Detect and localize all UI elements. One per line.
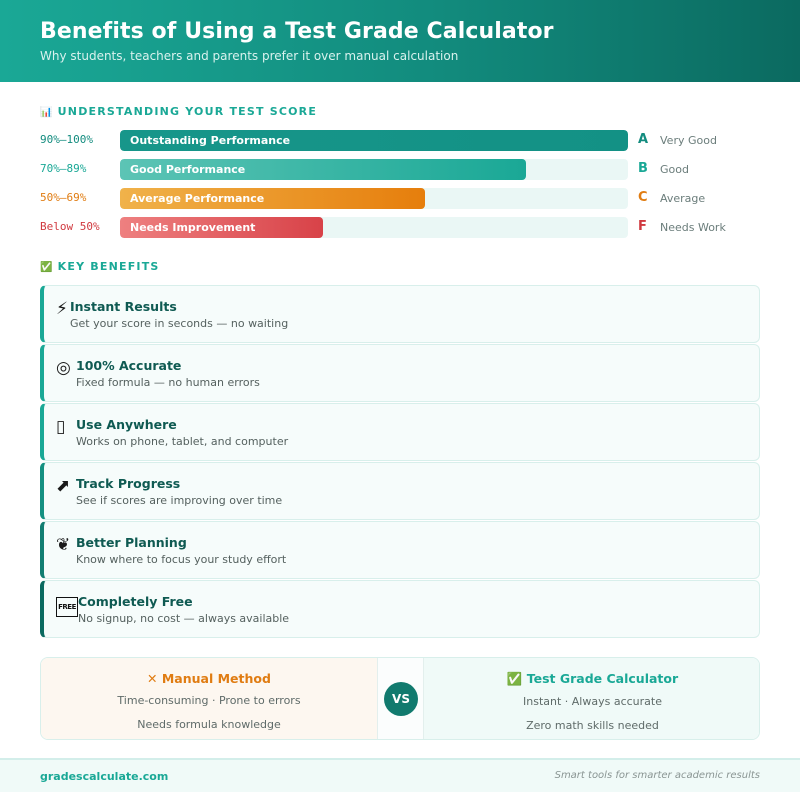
benefit-title: Use Anywhere	[76, 417, 177, 432]
mobile-phone-icon: ▯	[56, 417, 66, 437]
benefit-description: Get your score in seconds — no waiting	[70, 317, 289, 330]
grade-range: 70%–89%	[40, 162, 87, 175]
grade-bar-fill	[120, 159, 526, 180]
header-banner	[0, 0, 800, 82]
grade-bar-label: Good Performance	[130, 163, 246, 176]
benefit-title: 100% Accurate	[76, 358, 182, 373]
bar-chart-icon: 📊	[40, 107, 54, 118]
benefit-title: Better Planning	[76, 535, 187, 550]
grade-bar-fill	[120, 188, 425, 209]
manual-method-line: Needs formula knowledge	[137, 718, 281, 731]
footer-tagline: Smart tools for smarter academic results	[554, 770, 760, 781]
benefit-title: Completely Free	[78, 594, 193, 609]
grade-letter: B	[638, 161, 648, 176]
score-section-title-text: UNDERSTANDING YOUR TEST SCORE	[57, 105, 318, 118]
benefit-description: Works on phone, tablet, and computer	[76, 435, 289, 448]
grade-row	[40, 188, 760, 209]
brain-icon: ❦	[56, 535, 71, 555]
grade-bar-label: Needs Improvement	[130, 221, 256, 234]
grade-description: Very Good	[660, 134, 717, 147]
benefit-description: Fixed formula — no human errors	[76, 376, 260, 389]
grade-bar-label: Outstanding Performance	[130, 134, 291, 147]
benefit-description: No signup, no cost — always available	[78, 612, 290, 625]
grade-letter: A	[638, 132, 649, 147]
benefits-section-title-text: KEY BENEFITS	[57, 260, 160, 273]
grade-description: Needs Work	[660, 221, 726, 234]
calculator-line: Zero math skills needed	[526, 719, 659, 732]
benefit-description: Know where to focus your study effort	[76, 553, 287, 566]
grade-bar-track	[120, 159, 628, 180]
footer	[0, 758, 800, 792]
grade-bar-track	[120, 217, 628, 238]
grade-range: 90%–100%	[40, 133, 93, 146]
lightning-icon: ⚡	[56, 299, 68, 319]
grade-range: 50%–69%	[40, 191, 87, 204]
benefit-card	[40, 285, 760, 343]
manual-method-panel	[41, 658, 377, 740]
grade-row	[40, 130, 760, 151]
vs-divider	[377, 658, 424, 740]
manual-method-title: ✕ Manual Method	[147, 671, 271, 686]
grade-description: Good	[660, 163, 689, 176]
grade-bar-track	[120, 130, 628, 151]
footer-site-link[interactable]: gradescalculate.com	[40, 770, 169, 783]
benefit-card	[40, 344, 760, 402]
grade-description: Average	[660, 192, 706, 205]
grade-bar-fill	[120, 130, 628, 151]
benefit-card	[40, 580, 760, 638]
calculator-title: ✅ Test Grade Calculator	[506, 671, 679, 686]
score-section-title	[40, 105, 317, 118]
grade-row	[40, 217, 760, 238]
manual-method-line: Time-consuming · Prone to errors	[117, 694, 301, 707]
grade-bar-label: Average Performance	[130, 192, 265, 205]
benefit-title: Track Progress	[76, 476, 181, 491]
benefits-section-title	[40, 260, 160, 273]
calculator-line: Instant · Always accurate	[523, 695, 662, 708]
free-badge-text: FREE	[56, 597, 78, 617]
benefit-card	[40, 521, 760, 579]
benefit-title: Instant Results	[70, 299, 177, 314]
benefit-card	[40, 403, 760, 461]
grade-letter: C	[638, 190, 648, 205]
check-mark-icon: ✅	[40, 262, 54, 273]
calculator-panel	[424, 658, 760, 740]
benefit-card	[40, 462, 760, 520]
page-subtitle: Why students, teachers and parents prefer it over manual calculation	[40, 49, 459, 63]
comparison-panel	[40, 657, 760, 740]
grade-bar-track	[120, 188, 628, 209]
target-icon: ◎	[56, 358, 71, 378]
benefit-description: See if scores are improving over time	[76, 494, 283, 507]
grade-letter: F	[638, 219, 647, 234]
vs-badge: VS	[384, 682, 418, 716]
grade-bar-fill	[120, 217, 323, 238]
grade-row	[40, 159, 760, 180]
trend-chart-icon: ⬈	[56, 476, 71, 496]
grade-range: Below 50%	[40, 220, 100, 233]
page-title: Benefits of Using a Test Grade Calculator	[40, 19, 554, 44]
free-badge-icon	[56, 593, 78, 617]
